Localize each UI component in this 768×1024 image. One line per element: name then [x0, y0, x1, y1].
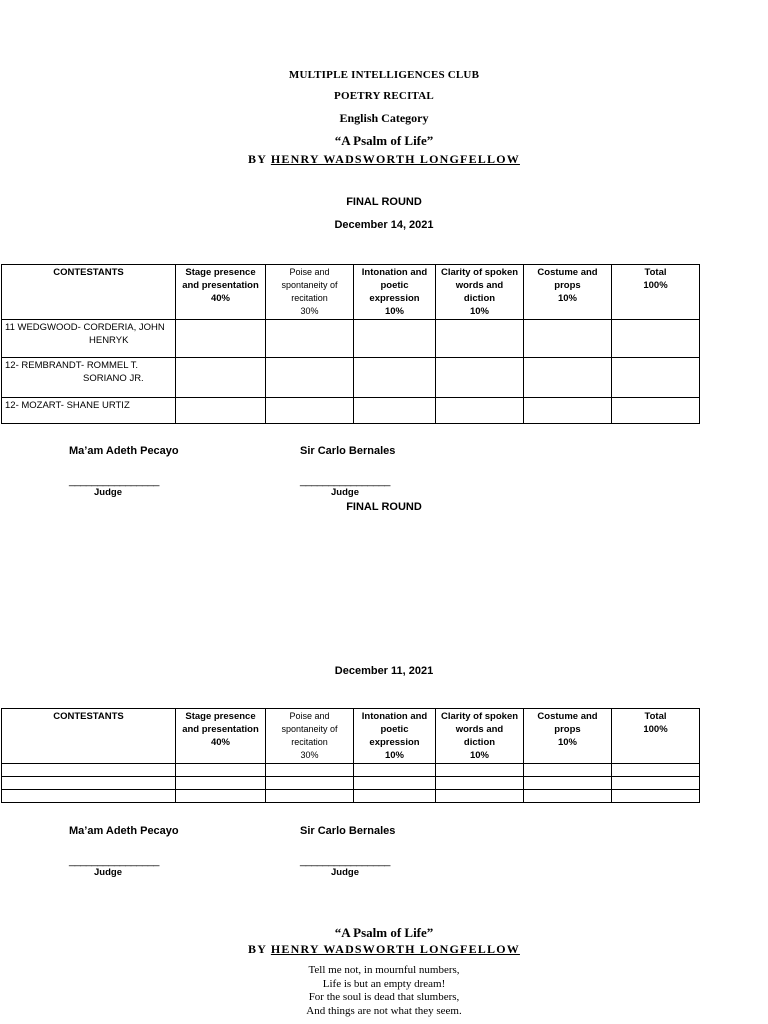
score-cell[interactable]	[436, 777, 524, 790]
signature-line: ________________	[300, 855, 390, 867]
score-cell[interactable]	[176, 764, 266, 777]
club-name: MULTIPLE INTELLIGENCES CLUB	[288, 69, 480, 81]
score-cell[interactable]	[524, 320, 612, 358]
header-contestants: CONTESTANTS	[2, 709, 176, 764]
signature-line: ________________	[69, 475, 159, 487]
judge-name: Ma’am Adeth Pecayo	[69, 825, 179, 837]
score-cell[interactable]	[612, 398, 700, 424]
score-cell[interactable]	[436, 320, 524, 358]
header-total: Total 100%	[612, 265, 700, 320]
poem-line: Tell me not, in mournful numbers,	[308, 964, 460, 976]
score-cell[interactable]	[524, 777, 612, 790]
score-cell[interactable]	[524, 358, 612, 398]
header-stage-presence: Stage presence and presentation 40%	[176, 265, 266, 320]
judge-name: Sir Carlo Bernales	[300, 825, 396, 837]
judge-label: Judge	[331, 487, 359, 498]
header-intonation: Intonation and poetic expression 10%	[354, 265, 436, 320]
signature-line: ________________	[300, 475, 390, 487]
score-cell[interactable]	[612, 320, 700, 358]
poem-author-name: HENRY WADSWORTH LONGFELLOW	[270, 942, 520, 956]
score-cell[interactable]	[266, 398, 354, 424]
round-label-1: FINAL ROUND	[346, 196, 422, 208]
table-row	[2, 320, 700, 358]
score-cell[interactable]	[436, 764, 524, 777]
header-costume: Costume and props 10%	[524, 265, 612, 320]
poem-body	[0, 964, 768, 1018]
score-cell[interactable]	[176, 320, 266, 358]
score-cell[interactable]	[436, 358, 524, 398]
table-row	[2, 790, 700, 803]
header-poise: Poise and spontaneity of recitation 30%	[266, 265, 354, 320]
score-table-1	[1, 264, 700, 424]
round-date-1: December 14, 2021	[334, 219, 434, 231]
poem-line: For the soul is dead that slumbers,	[308, 991, 460, 1003]
score-cell[interactable]	[176, 358, 266, 398]
header-costume: Costume and props 10%	[524, 709, 612, 764]
table-row	[2, 777, 700, 790]
score-cell[interactable]	[354, 790, 436, 803]
score-table-2	[1, 708, 700, 803]
header-intonation: Intonation and poetic expression 10%	[354, 709, 436, 764]
score-cell[interactable]	[354, 398, 436, 424]
poem-author-line: BY HENRY WADSWORTH LONGFELLOW	[248, 942, 520, 956]
contestant-name: 12- MOZART- SHANE URTIZ	[2, 398, 176, 424]
score-cell[interactable]	[612, 790, 700, 803]
table-header-row	[2, 709, 700, 764]
header-contestants: CONTESTANTS	[2, 265, 176, 320]
score-cell[interactable]	[436, 790, 524, 803]
table-row	[2, 764, 700, 777]
table-header-row	[2, 265, 700, 320]
judge-block-4	[300, 825, 395, 878]
score-cell[interactable]	[524, 764, 612, 777]
event-name: POETRY RECITAL	[334, 90, 434, 102]
score-cell[interactable]	[266, 764, 354, 777]
score-cell[interactable]	[176, 777, 266, 790]
judge-block-2	[300, 445, 395, 498]
header-clarity: Clarity of spoken words and diction 10%	[436, 265, 524, 320]
score-cell[interactable]	[436, 398, 524, 424]
author-line: BY HENRY WADSWORTH LONGFELLOW	[248, 152, 520, 166]
judge-block-1	[69, 445, 179, 498]
score-cell[interactable]	[266, 358, 354, 398]
score-cell[interactable]	[266, 790, 354, 803]
judge-block-3	[69, 825, 179, 878]
judge-label: Judge	[94, 867, 122, 878]
round-date-2: December 11, 2021	[334, 665, 434, 677]
contestant-name: 11 WEDGWOOD- CORDERIA, JOHN HENRYK	[2, 320, 176, 358]
contestant-name: 12- REMBRANDT- ROMMEL T. SORIANO JR.	[2, 358, 176, 398]
contestant-cell[interactable]	[2, 764, 176, 777]
score-cell[interactable]	[354, 358, 436, 398]
signature-line: ________________	[69, 855, 159, 867]
score-cell[interactable]	[612, 358, 700, 398]
header-total: Total 100%	[612, 709, 700, 764]
poem-heading: “A Psalm of Life”	[334, 925, 434, 940]
judge-label: Judge	[331, 867, 359, 878]
judge-label: Judge	[94, 487, 122, 498]
header-stage-presence: Stage presence and presentation 40%	[176, 709, 266, 764]
score-cell[interactable]	[176, 398, 266, 424]
score-cell[interactable]	[354, 764, 436, 777]
judge-name: Sir Carlo Bernales	[300, 445, 396, 457]
header-clarity: Clarity of spoken words and diction 10%	[436, 709, 524, 764]
score-cell[interactable]	[354, 320, 436, 358]
contestant-cell[interactable]	[2, 790, 176, 803]
poem-line: And things are not what they seem.	[306, 1004, 462, 1017]
author-name: HENRY WADSWORTH LONGFELLOW	[270, 152, 520, 166]
score-cell[interactable]	[266, 777, 354, 790]
score-cell[interactable]	[524, 790, 612, 803]
table-row	[2, 358, 700, 398]
score-cell[interactable]	[524, 398, 612, 424]
poem-title: “A Psalm of Life”	[334, 133, 434, 148]
table-row	[2, 398, 700, 424]
header-poise: Poise and spontaneity of recitation 30%	[266, 709, 354, 764]
contestant-cell[interactable]	[2, 777, 176, 790]
score-cell[interactable]	[354, 777, 436, 790]
round-label-2: FINAL ROUND	[346, 501, 422, 513]
score-cell[interactable]	[176, 790, 266, 803]
poem-line: Life is but an empty dream!	[322, 977, 446, 990]
score-cell[interactable]	[612, 764, 700, 777]
score-cell[interactable]	[266, 320, 354, 358]
category: English Category	[339, 111, 429, 125]
judge-name: Ma’am Adeth Pecayo	[69, 445, 179, 457]
score-cell[interactable]	[612, 777, 700, 790]
